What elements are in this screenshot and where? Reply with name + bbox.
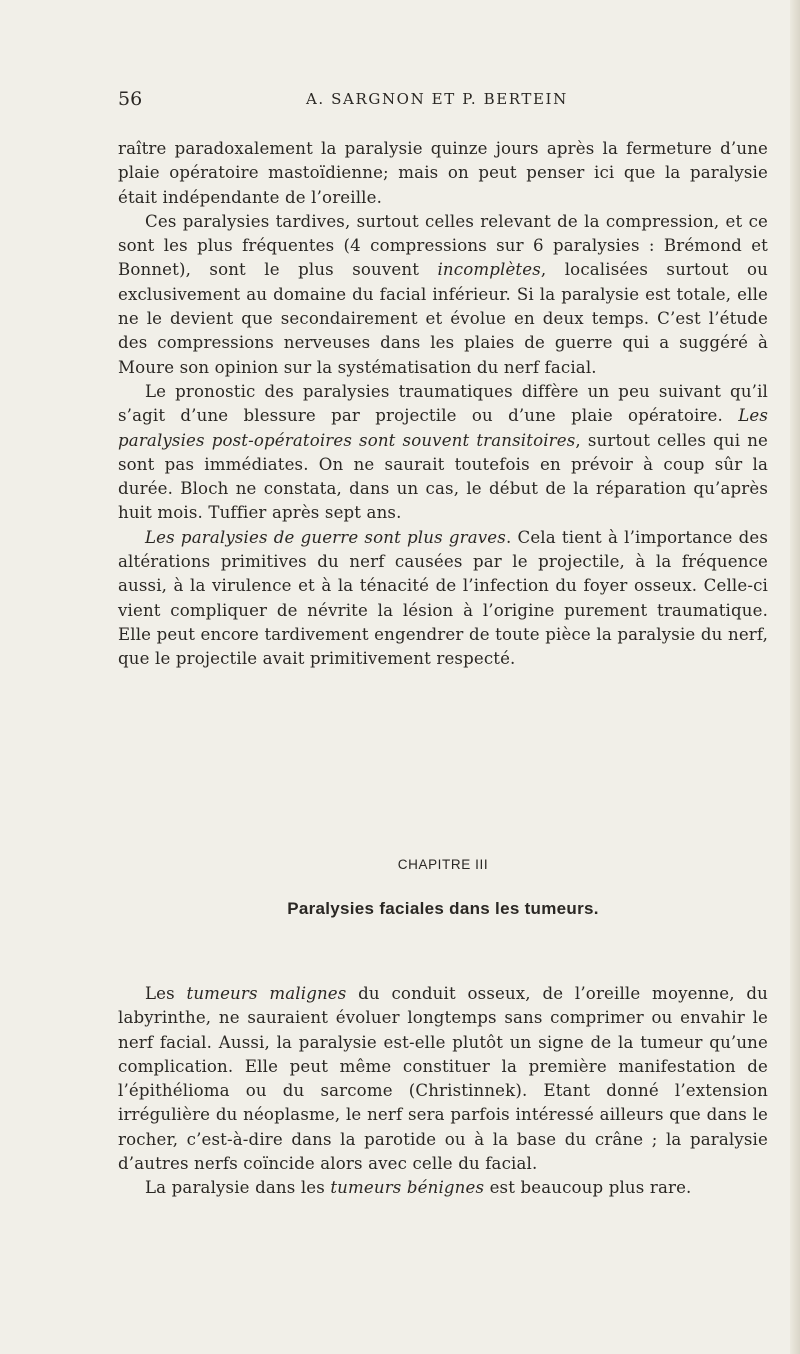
italic-text: Les paralysies post-opératoires sont souvent transitoires <box>118 406 768 450</box>
paragraph <box>118 982 768 1176</box>
paragraph <box>118 380 768 526</box>
paragraph <box>118 526 768 672</box>
chapter-label: CHAPITRE III <box>397 857 489 872</box>
text-run: . Cela tient à l’importance des altérations primitives du nerf causées par le projectile, à la fréquence aussi, à la virulence et à la ténacité de l’infection du foyer osseux. Celle-ci vient compliquer de névrite la lésion à l’origine purement traumatique. Elle peut encore tardivement engendrer de toute pièce la paralysie du nerf, que le projectile avait primitivement respecté. <box>118 527 768 669</box>
italic-text: Les paralysies de guerre sont plus graves <box>145 527 506 547</box>
italic-text: tumeurs bénignes <box>330 1178 485 1198</box>
page-edge <box>790 0 800 1354</box>
section-title: Paralysies faciales dans les tumeurs. <box>287 899 599 918</box>
paragraph <box>118 210 768 380</box>
text-run: du conduit osseux, de l’oreille moyenne, du labyrinthe, ne sauraient évoluer longtemps sans comprimer ou envahir le nerf facial. Aussi, la paralysie est-elle plutôt un signe de la tumeur qu’une complication. Elle peut même constituer la première manifestation de l’épithélioma ou du sarcome (Christinnek). Etant donné l’extension irrégulière du néoplasme, le nerf sera parfois intéressé ailleurs que dans le rocher, c’est-à-dire dans la parotide ou à la base du crâne ; la paralysie d’autres nerfs coïncide alors avec celle du facial. <box>118 984 768 1174</box>
running-head: A. SARGNON ET P. BERTEIN <box>306 90 568 108</box>
paragraph <box>118 1176 768 1200</box>
text-run: , surtout celles qui ne sont pas immédiates. On ne saurait toutefois en prévoir à coup sûr la durée. Bloch ne constata, dans un cas, le début de la réparation qu’après huit mois. Tuffier après sept ans. <box>118 430 768 523</box>
text-run: Les <box>145 984 187 1003</box>
text-run: , localisées surtout ou exclusivement au domaine du facial inférieur. Si la paralysie est totale, elle ne le devient que secondairement et évolue en deux temps. C’est l’étude des compressions nerveuses dans les plaies de guerre qui a suggéré à Moure son opinion sur la systématisation du nerf facial. <box>118 260 768 377</box>
page-header <box>118 88 768 118</box>
text-run: raître paradoxalement la paralysie quinze jours après la fermeture d’une plaie opératoire mastoïdienne; mais on peut penser ici que la paralysie était indépendante de l’oreille. <box>118 139 768 207</box>
text-block-bottom <box>118 982 768 1201</box>
italic-text: tumeurs malignes <box>186 984 347 1003</box>
page-number: 56 <box>118 88 143 110</box>
paragraph <box>118 137 768 210</box>
text-run: Le pronostic des paralysies traumatiques diffère un peu suivant qu’il s’agit d’une blessure par projectile ou d’une plaie opératoire. <box>118 381 768 426</box>
italic-text: incomplètes <box>437 260 541 280</box>
text-run: est beaucoup plus rare. <box>484 1178 692 1198</box>
text-run: La paralysie dans les <box>145 1178 331 1198</box>
text-block-top <box>118 137 768 672</box>
text-run: Ces paralysies tardives, surtout celles relevant de la compression, et ce sont les plus fréquentes (4 compressions sur 6 paralysies : Brémond et Bonnet), sont le plus souvent <box>118 211 768 280</box>
